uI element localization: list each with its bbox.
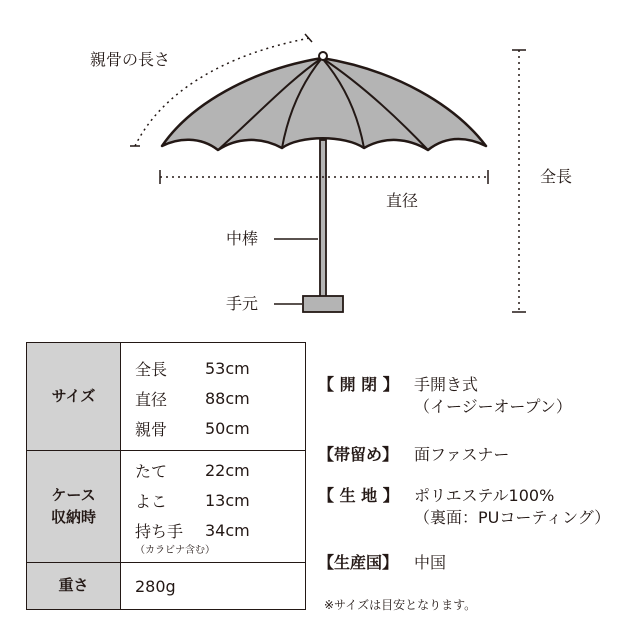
size-footnote: ※サイズは目安となります。 (324, 598, 477, 612)
spec-value: 22cm (205, 460, 250, 480)
weight-value: 280g (135, 576, 176, 596)
spec-key: 持ち手 (135, 521, 184, 541)
case-header-line1: ケース (51, 485, 96, 504)
spec-line (135, 455, 305, 485)
spec-value: 13cm (205, 490, 250, 510)
spec-line (135, 485, 305, 515)
spec-line (135, 383, 305, 413)
shaft-label: 中棒 (226, 229, 259, 248)
carabiner-note: （カラビナ含む） (135, 545, 215, 556)
handle-label: 手元 (226, 294, 259, 313)
rib-length-tick (305, 34, 312, 42)
spec-key: 直径 (135, 389, 168, 409)
spec-value: 53cm (205, 358, 250, 378)
spec-table (26, 342, 306, 610)
umbrella-tip (319, 52, 327, 60)
info-origin (318, 552, 446, 574)
umbrella-handle (303, 296, 343, 312)
spec-key: 親骨 (135, 419, 168, 439)
spec-line (135, 413, 305, 443)
size-values (121, 343, 305, 450)
info-opening (318, 374, 572, 417)
info-value: 手開き式 (414, 375, 479, 394)
spec-key: よこ (135, 491, 168, 511)
case-header-line2: 収納時 (50, 507, 96, 526)
info-key: 【生産国】 (318, 553, 399, 572)
spec-value: 88cm (205, 388, 250, 408)
weight-header: 重さ (27, 563, 121, 609)
info-key: 【 生 地 】 (318, 486, 399, 505)
info-value: ポリエステル100% (414, 486, 555, 505)
info-value: 中国 (414, 553, 447, 572)
spec-line (135, 353, 305, 383)
umbrella-canopy (162, 58, 486, 150)
size-header: サイズ (27, 343, 121, 450)
weight-row (27, 563, 305, 609)
spec-value: 50cm (205, 418, 250, 438)
info-key: 【 開 閉 】 (318, 375, 399, 394)
weight-value-cell (121, 563, 305, 609)
size-row (27, 343, 305, 451)
rib-length-label: 親骨の長さ (90, 50, 171, 69)
case-row (27, 451, 305, 563)
info-strap (318, 444, 509, 466)
spec-value: 34cm (205, 520, 250, 540)
info-value: （裏面：PUコーティング） (414, 507, 611, 527)
umbrella-shaft (320, 140, 326, 298)
info-fabric (318, 485, 610, 528)
spec-key: 全長 (135, 359, 168, 379)
info-value: 面ファスナー (414, 445, 510, 464)
diameter-label: 直径 (386, 191, 419, 210)
info-value: （イージーオープン） (414, 396, 572, 416)
total-length-label: 全長 (540, 167, 573, 186)
info-key: 【帯留め】 (318, 445, 399, 464)
spec-key: たて (135, 461, 168, 481)
case-header (27, 451, 121, 562)
case-values (121, 451, 305, 562)
